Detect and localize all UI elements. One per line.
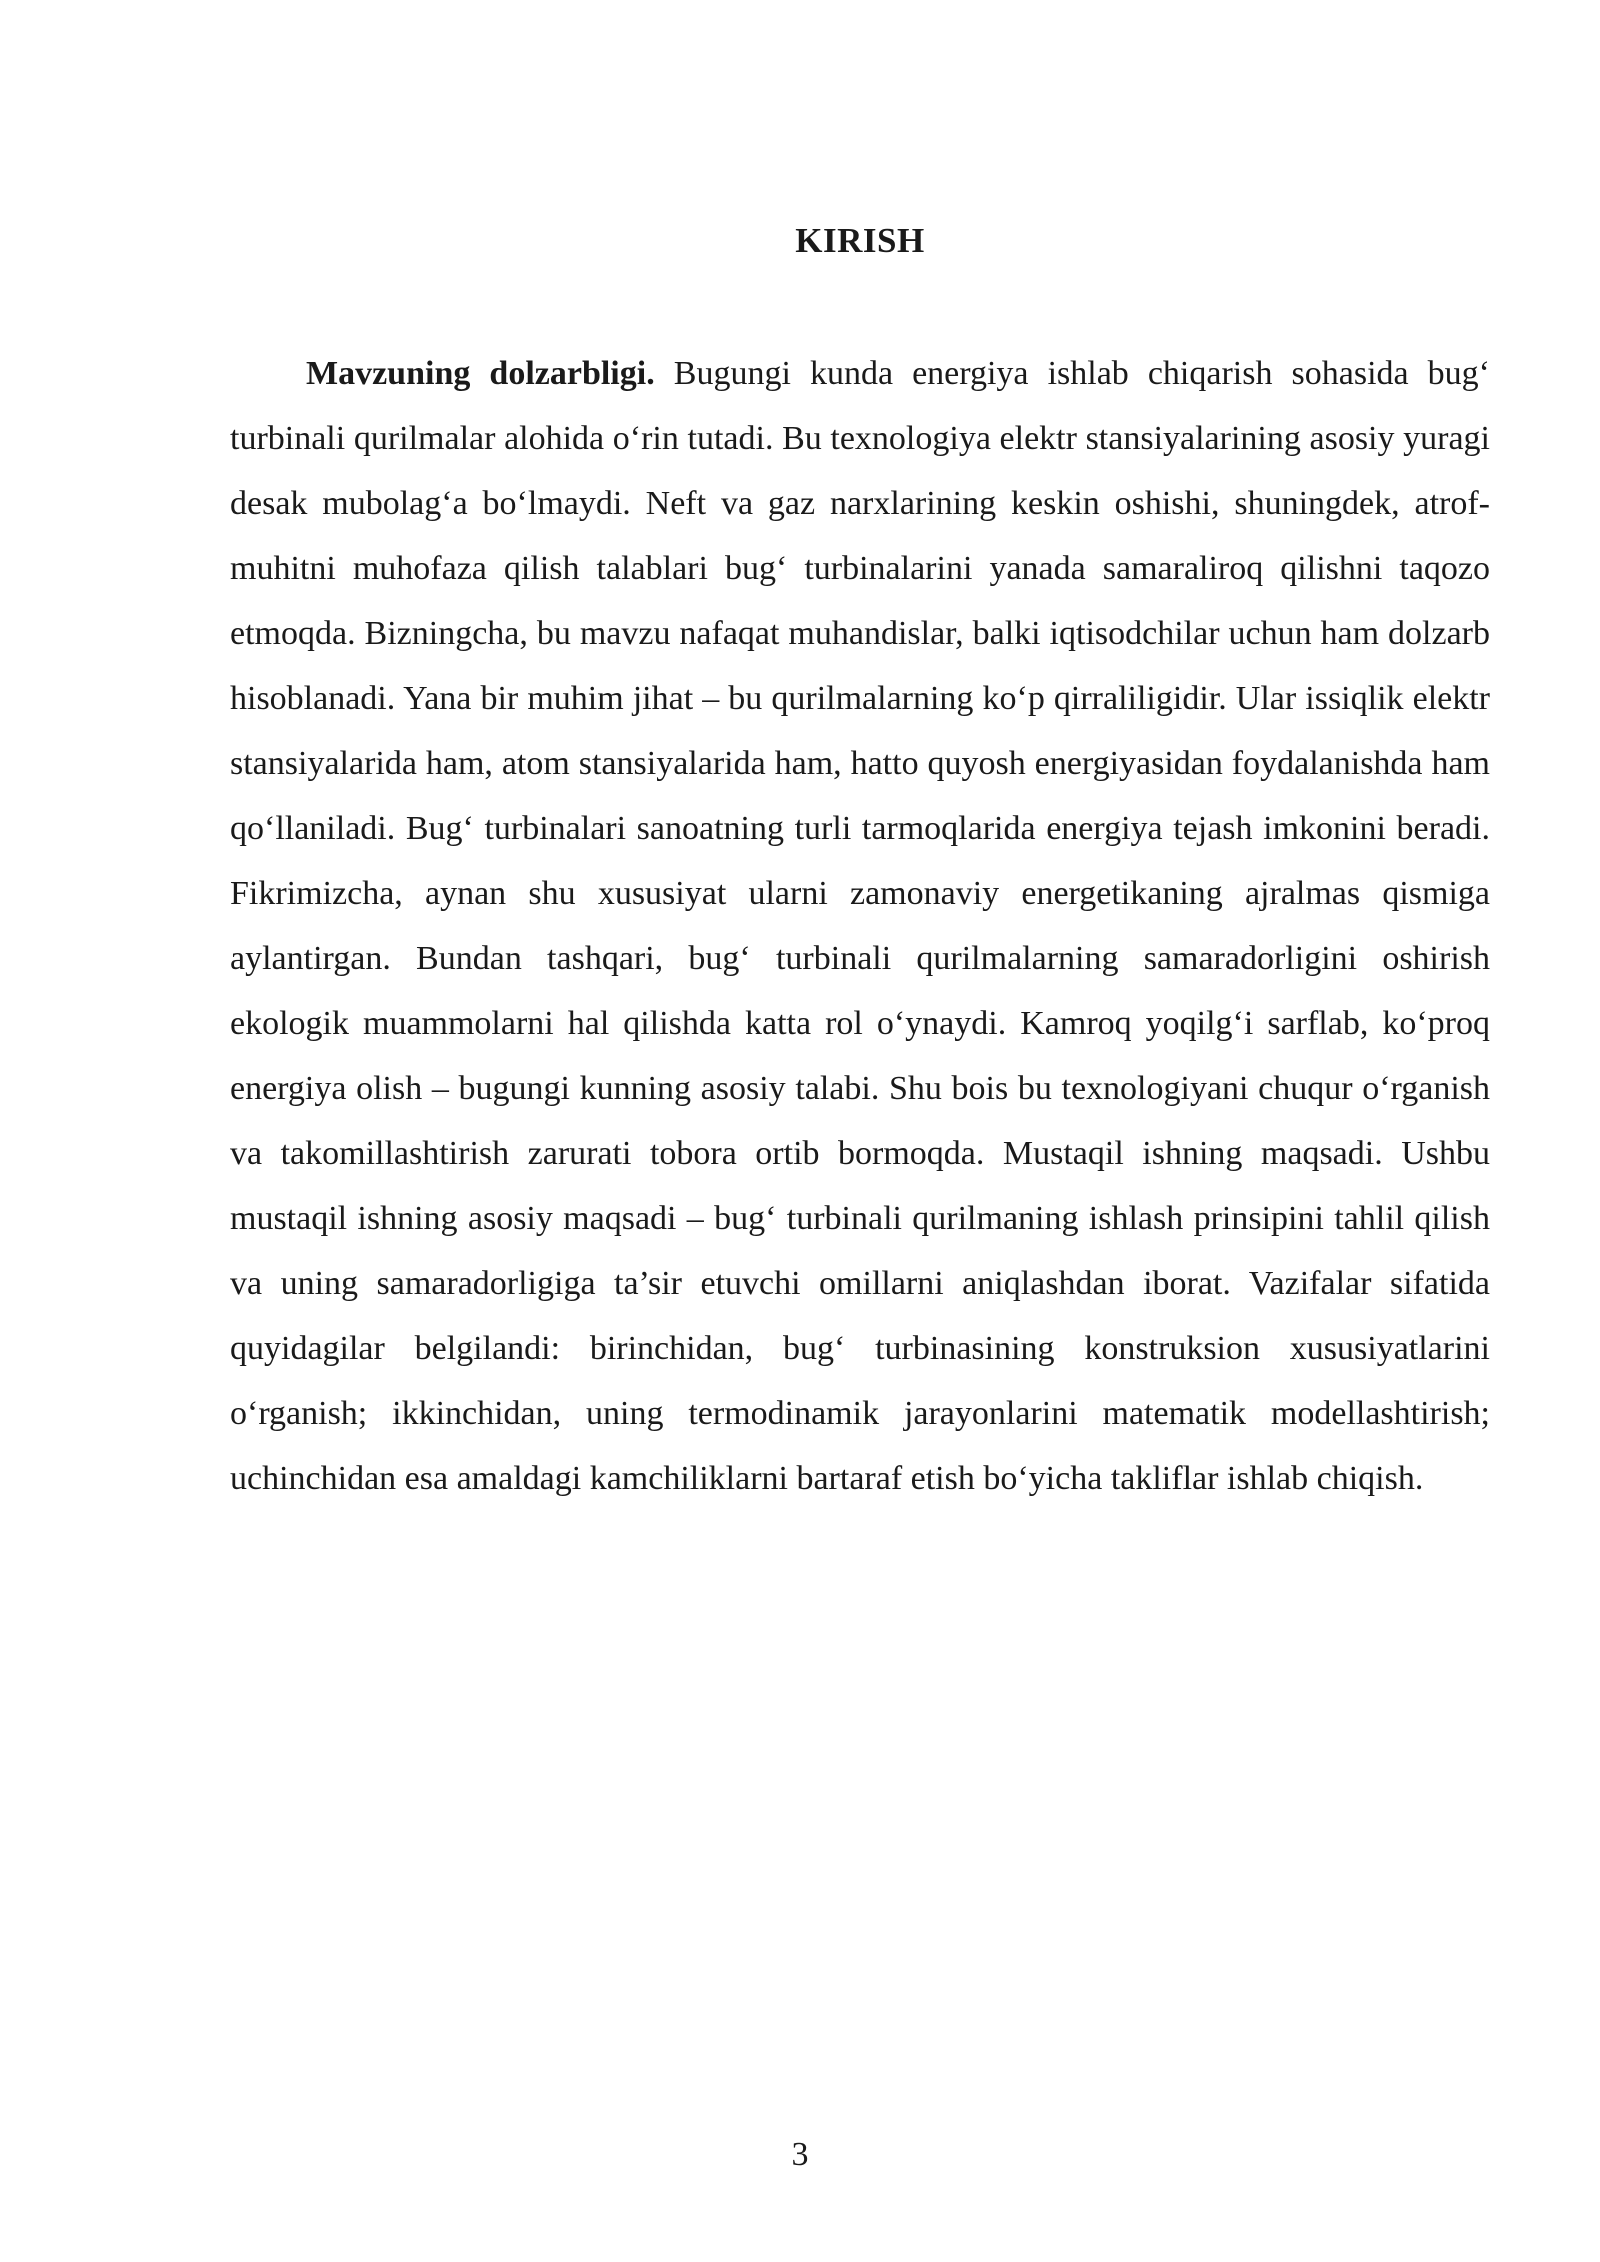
body-paragraph [230, 341, 1490, 1511]
paragraph-text: Bugungi kunda energiya ishlab chiqarish sohasida bug‘ turbinali qurilmalar alohida o‘rin tutadi. Bu texnologiya elektr stansiyalarining asosiy yuragi desak mubolag‘a bo‘lmaydi. Neft va gaz narxlarining keskin oshishi, shuningdek, atrof-muhitni muhofaza qilish talablari bug‘ turbinalarini yanada samaraliroq qilishni taqozo etmoqda. Bizningcha, bu mavzu nafaqat muhandislar, balki iqtisodchilar uchun ham dolzarb hisoblanadi. Yana bir muhim jihat – bu qurilmalarning ko‘p qirraliligidir. Ular issiqlik elektr stansiyalarida ham, atom stansiyalarida ham, hatto quyosh energiyasidan foydalanishda ham qo‘llaniladi. Bug‘ turbinalari sanoatning turli tarmoqlarida energiya tejash imkonini beradi. Fikrimizcha, aynan shu xususiyat ularni zamonaviy energetikaning ajralmas qismiga aylantirgan. Bundan tashqari, bug‘ turbinali qurilmalarning samaradorligini oshirish ekologik muammolarni hal qilishda katta rol o‘ynaydi. Kamroq yoqilg‘i sarflab, ko‘proq energiya olish – bugungi kunning asosiy talabi. Shu bois bu texnologiyani chuqur o‘rganish va takomillashtirish zarurati tobora ortib bormoqda. Mustaqil ishning maqsadi. Ushbu mustaqil ishning asosiy maqsadi – bug‘ turbinali qurilmaning ishlash prinsipini tahlil qilish va uning samaradorligiga ta’sir etuvchi omillarni aniqlashdan iborat. Vazifalar sifatida quyidagilar belgilandi: birinchidan, bug‘ turbinasining konstruksion xususiyatlarini o‘rganish; ikkinchidan, uning termodinamik jarayonlarini matematik modellashtirish; uchinchidan esa amaldagi kamchiliklarni bartaraf etish bo‘yicha takliflar ishlab chiqish. [230, 355, 1490, 1497]
page-number: 3 [791, 2136, 809, 2173]
section-heading: KIRISH [795, 221, 925, 260]
paragraph-lead-phrase: Mavzuning dolzarbligi. [306, 355, 655, 392]
